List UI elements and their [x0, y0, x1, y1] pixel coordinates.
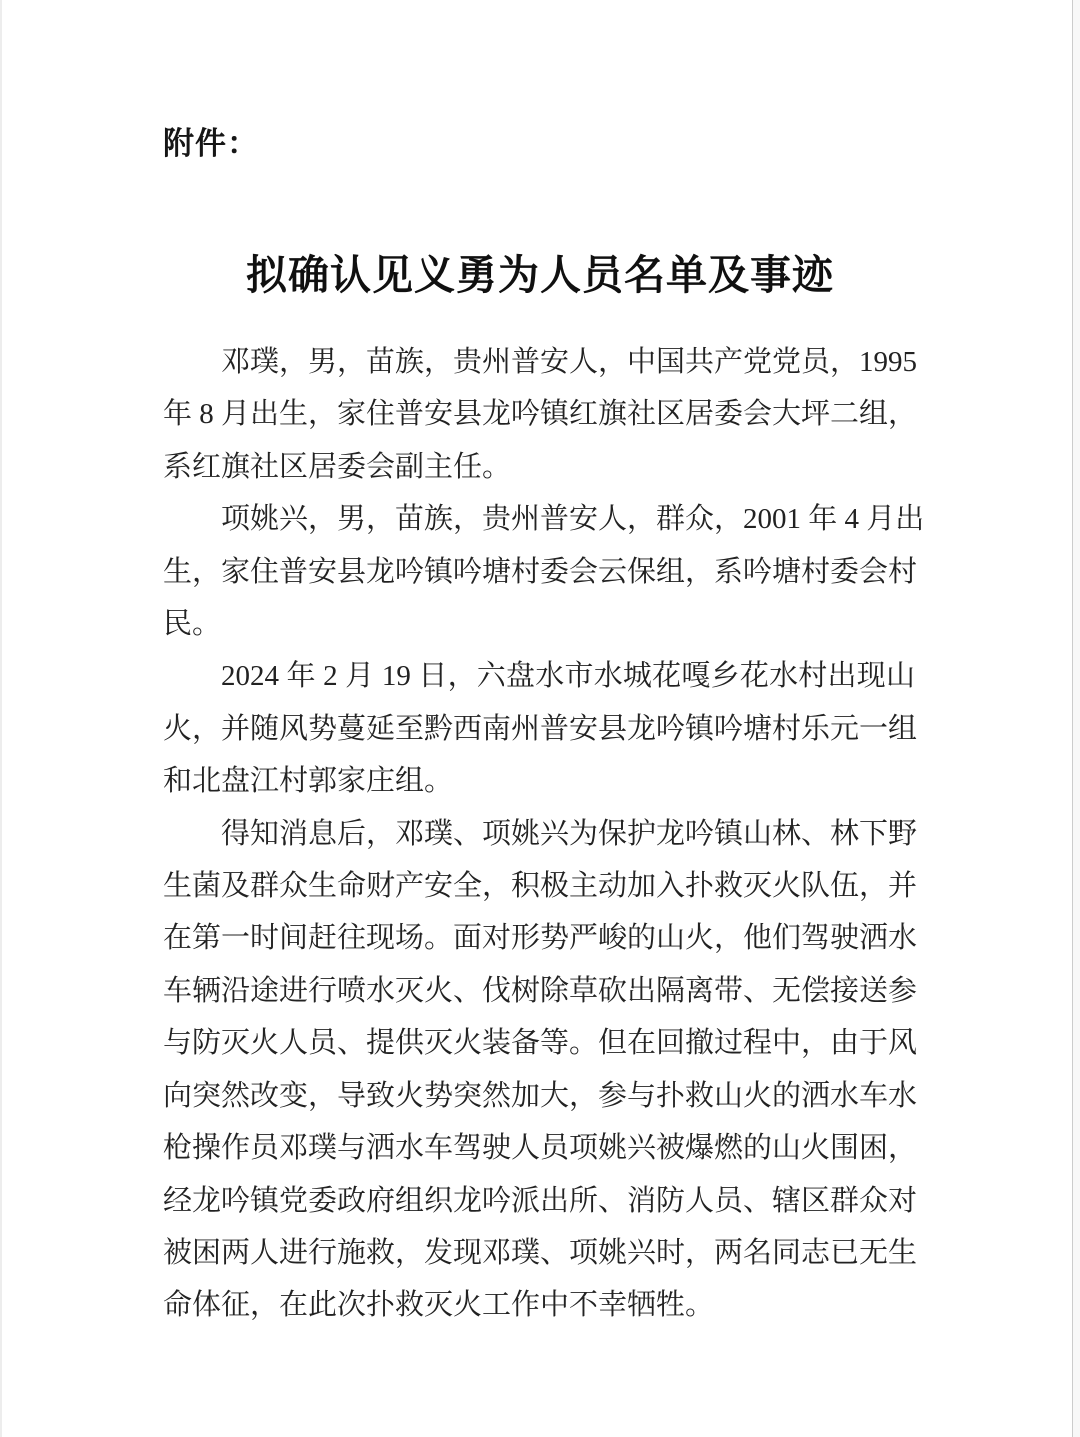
text-line: 车辆沿途进行喷水灭火、伐树除草砍出隔离带、无偿接送参: [163, 974, 918, 1007]
text-line: 年 8 月出生，家住普安县龙吟镇红旗社区居委会大坪二组，: [163, 398, 918, 431]
text-line: 生，家住普安县龙吟镇吟塘村委会云保组，系吟塘村委会村: [163, 555, 918, 588]
text-line: 项姚兴，男，苗族，贵州普安人，群众，2001 年 4 月出: [221, 503, 925, 536]
paragraph: [163, 336, 918, 493]
text-line: 民。: [163, 608, 222, 641]
text-line: 和北盘江村郭家庄组。: [163, 765, 454, 798]
document-body: [163, 336, 925, 1332]
text-line: 邓璞，男，苗族，贵州普安人，中国共产党党员，1995: [221, 346, 918, 378]
text-line: 与防灭火人员、提供灭火装备等。但在回撤过程中，由于风: [163, 1027, 918, 1060]
text-line: 经龙吟镇党委政府组织龙吟派出所、消防人员、辖区群众对: [163, 1184, 918, 1217]
paragraph: [163, 808, 918, 1332]
paragraph: [163, 493, 925, 650]
text-line: 系红旗社区居委会副主任。: [163, 450, 512, 483]
page-right-edge-line: [1072, 0, 1080, 1437]
text-line: 命体征，在此次扑救灭火工作中不幸牺牲。: [163, 1289, 715, 1322]
text-line: 向突然改变，导致火势突然加大，参与扑救山火的洒水车水: [163, 1079, 918, 1112]
text-line: 在第一时间赶往现场。面对形势严峻的山火，他们驾驶洒水: [163, 922, 918, 955]
paragraph: [163, 650, 918, 807]
document-title: 拟确认见义勇为人员名单及事迹: [246, 252, 834, 299]
attachment-label: 附件：: [163, 126, 259, 161]
text-line: 枪操作员邓璞与洒水车驾驶人员项姚兴被爆燃的山火围困，: [163, 1132, 918, 1165]
text-line: 被困两人进行施救，发现邓璞、项姚兴时，两名同志已无生: [163, 1236, 918, 1269]
page-left-edge-line: [0, 0, 2, 1437]
text-line: 2024 年 2 月 19 日，六盘水市水城花嘎乡花水村出现山: [221, 660, 915, 693]
text-line: 火，并随风势蔓延至黔西南州普安县龙吟镇吟塘村乐元一组: [163, 712, 918, 745]
text-line: 生菌及群众生命财产安全，积极主动加入扑救灭火队伍，并: [163, 870, 918, 903]
text-line: 得知消息后，邓璞、项姚兴为保护龙吟镇山林、林下野: [221, 817, 918, 850]
